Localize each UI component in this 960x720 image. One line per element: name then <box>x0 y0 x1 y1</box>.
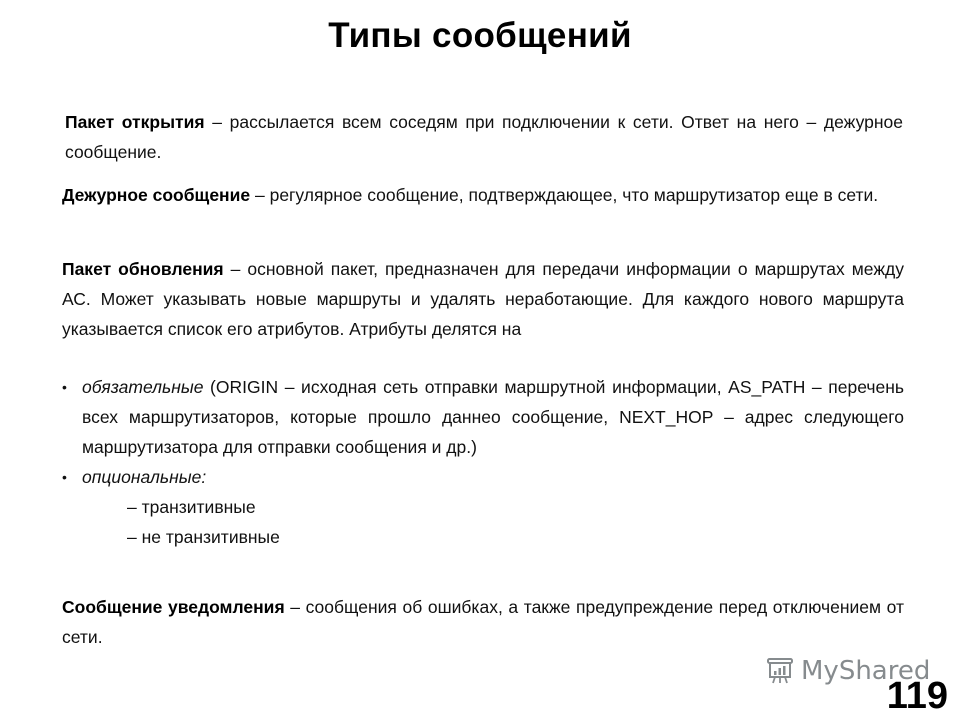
watermark-text: MyShared <box>801 656 931 686</box>
definition-notification: – сообщения об ошибках, а также предупреждение перед отключением от сети. <box>62 597 904 647</box>
sublist-item-transitive: – транзитивные <box>127 497 256 517</box>
list-item-optional <box>62 462 904 552</box>
term-notification: Сообщение уведомления <box>62 597 285 617</box>
bullet-icon: • <box>62 379 67 395</box>
definition-keepalive: – регулярное сообщение, подтверждающее, что маршрутизатор еще в сети. <box>250 185 879 205</box>
term-keepalive: Дежурное сообщение <box>62 185 251 205</box>
mandatory-label: обязательные <box>82 377 204 397</box>
definition-update-packet: – основной пакет, предназначен для передачи информации о маршрутах между АС. Может указывать новые маршруты и удалять неработающие. Для каждого нового маршрута указывается список его атрибутов. Атрибуты делятся на <box>62 259 905 339</box>
definition-open-packet: – рассылается всем соседям при подключении к сети. Ответ на него – дежурное сообщение. <box>65 112 903 162</box>
mandatory-text: (ORIGIN – исходная сеть отправки маршрутной информации, AS_PATH – перечень всех маршрутизаторов, которые прошло даннео сообщение, NEXT_HOP – адрес следующего маршрутизатора для отправки сообщения и др.) <box>82 377 904 457</box>
slide-title: Типы сообщений <box>328 16 632 55</box>
optional-sublist <box>82 492 904 552</box>
bullet-icon: • <box>62 469 67 485</box>
term-open-packet: Пакет открытия <box>65 112 205 132</box>
attributes-list <box>62 372 904 552</box>
presentation-chart-icon <box>765 656 795 686</box>
optional-label: опциональные: <box>82 467 207 487</box>
paragraph-notification <box>62 592 904 652</box>
slide-number: 119 <box>886 675 948 717</box>
paragraph-open-packet <box>65 107 903 167</box>
sublist-item-non-transitive: – не транзитивные <box>127 527 280 547</box>
paragraph-keepalive <box>62 180 900 210</box>
paragraph-update-packet <box>62 254 904 344</box>
list-item-mandatory <box>62 372 904 462</box>
term-update-packet: Пакет обновления <box>62 259 224 279</box>
